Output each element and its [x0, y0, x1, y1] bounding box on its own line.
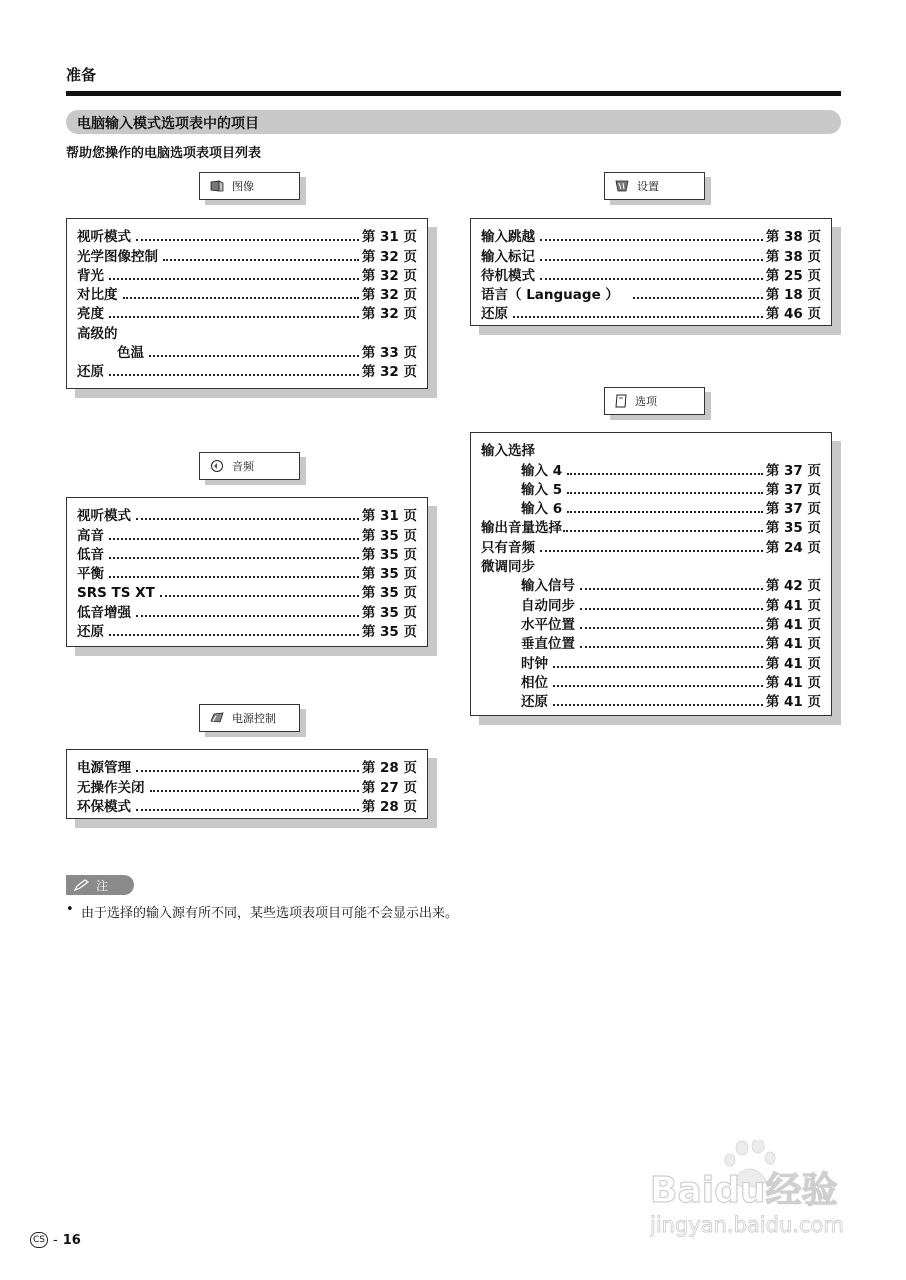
list-item: 输入 4 第 37 页	[521, 462, 821, 479]
list-item: 低音增强 第 35 页	[77, 604, 417, 621]
page-subtitle: 帮助您操作的电脑选项表项目列表	[66, 146, 262, 161]
list-item: 低音 第 35 页	[77, 546, 417, 563]
page-title: 电脑输入模式选项表中的项目	[77, 116, 259, 132]
title-bar	[66, 110, 841, 134]
list-item: 还原 第 41 页	[521, 694, 821, 711]
picture-menu-icon	[210, 180, 224, 192]
list-item: 电源管理 第 28 页	[77, 760, 417, 777]
list-item: 还原 第 35 页	[77, 624, 417, 641]
list-item: 相位 第 41 页	[521, 674, 821, 691]
list-item: 输入标记 第 38 页	[481, 248, 821, 265]
list-item-group: 高级的	[77, 325, 118, 342]
power-category-label	[199, 704, 300, 732]
heading-rule	[66, 91, 841, 96]
setup-menu-icon	[615, 179, 629, 193]
watermark-url: jingyan.baidu.com	[650, 1213, 844, 1237]
page-number-value: 16	[62, 1232, 81, 1248]
list-item: 高音 第 35 页	[77, 527, 417, 544]
language-badge: CS	[30, 1232, 48, 1248]
option-category-label	[604, 387, 705, 415]
section-heading: 准备	[66, 66, 97, 84]
list-item: 视听模式 第 31 页	[77, 508, 417, 525]
list-item: 环保模式 第 28 页	[77, 798, 417, 815]
list-item: 光学图像控制 第 32 页	[77, 248, 417, 265]
audio-category-text: 音频	[232, 460, 254, 473]
list-item: 只有音频 第 24 页	[481, 539, 821, 556]
power-menu-list	[66, 749, 428, 819]
list-item: 输入跳越 第 38 页	[481, 229, 821, 246]
list-item-group: 输入选择	[481, 443, 535, 460]
list-item: 平衡 第 35 页	[77, 566, 417, 583]
list-item: 水平位置 第 41 页	[521, 616, 821, 633]
setup-category-text: 设置	[637, 180, 659, 193]
picture-category-text: 图像	[232, 180, 254, 193]
bullet-icon: •	[66, 902, 74, 917]
option-category-text: 选项	[635, 395, 657, 408]
page-number-dash: -	[53, 1232, 58, 1248]
list-item: 待机模式 第 25 页	[481, 267, 821, 284]
audio-menu-icon	[210, 459, 224, 473]
note-text	[66, 902, 458, 921]
list-item: 亮度 第 32 页	[77, 306, 417, 323]
setup-menu-list	[470, 218, 832, 326]
list-item: 无操作关闭 第 27 页	[77, 779, 417, 796]
note-tag-label: 注	[96, 878, 109, 893]
list-item: 还原 第 32 页	[77, 364, 417, 381]
watermark-brand: Baidu经验	[650, 1170, 838, 1211]
list-item: 输入 5 第 37 页	[521, 481, 821, 498]
list-item: 输入信号 第 42 页	[521, 578, 821, 595]
list-item: 语言（ Language ） 第 18 页	[481, 287, 821, 304]
audio-category-label	[199, 452, 300, 480]
note-tag	[66, 875, 134, 895]
picture-menu-list	[66, 218, 428, 389]
note-body: 由于选择的输入源有所不同，某些选项表项目可能不会显示出来。	[81, 906, 459, 921]
baidu-watermark	[650, 1140, 860, 1244]
option-menu-icon	[615, 394, 627, 408]
list-item: 对比度 第 32 页	[77, 287, 417, 304]
list-item: 色温 第 33 页	[117, 345, 417, 362]
list-item-group: 微调同步	[481, 559, 535, 576]
power-control-menu-icon	[210, 712, 224, 724]
list-item: SRS TS XT 第 35 页	[77, 585, 417, 602]
option-menu-list	[470, 432, 832, 716]
list-item: 时钟 第 41 页	[521, 655, 821, 672]
power-category-text: 电源控制	[232, 712, 276, 725]
list-item: 输出音量选择 第 35 页	[481, 520, 821, 537]
page-number	[30, 1232, 81, 1248]
list-item: 自动同步 第 41 页	[521, 597, 821, 614]
list-item: 背光 第 32 页	[77, 267, 417, 284]
list-item: 视听模式 第 31 页	[77, 229, 417, 246]
audio-menu-list	[66, 497, 428, 647]
setup-category-label	[604, 172, 705, 200]
list-item: 垂直位置 第 41 页	[521, 636, 821, 653]
list-item: 输入 6 第 37 页	[521, 501, 821, 518]
pencil-icon	[74, 879, 90, 891]
picture-category-label	[199, 172, 300, 200]
list-item: 还原 第 46 页	[481, 306, 821, 323]
